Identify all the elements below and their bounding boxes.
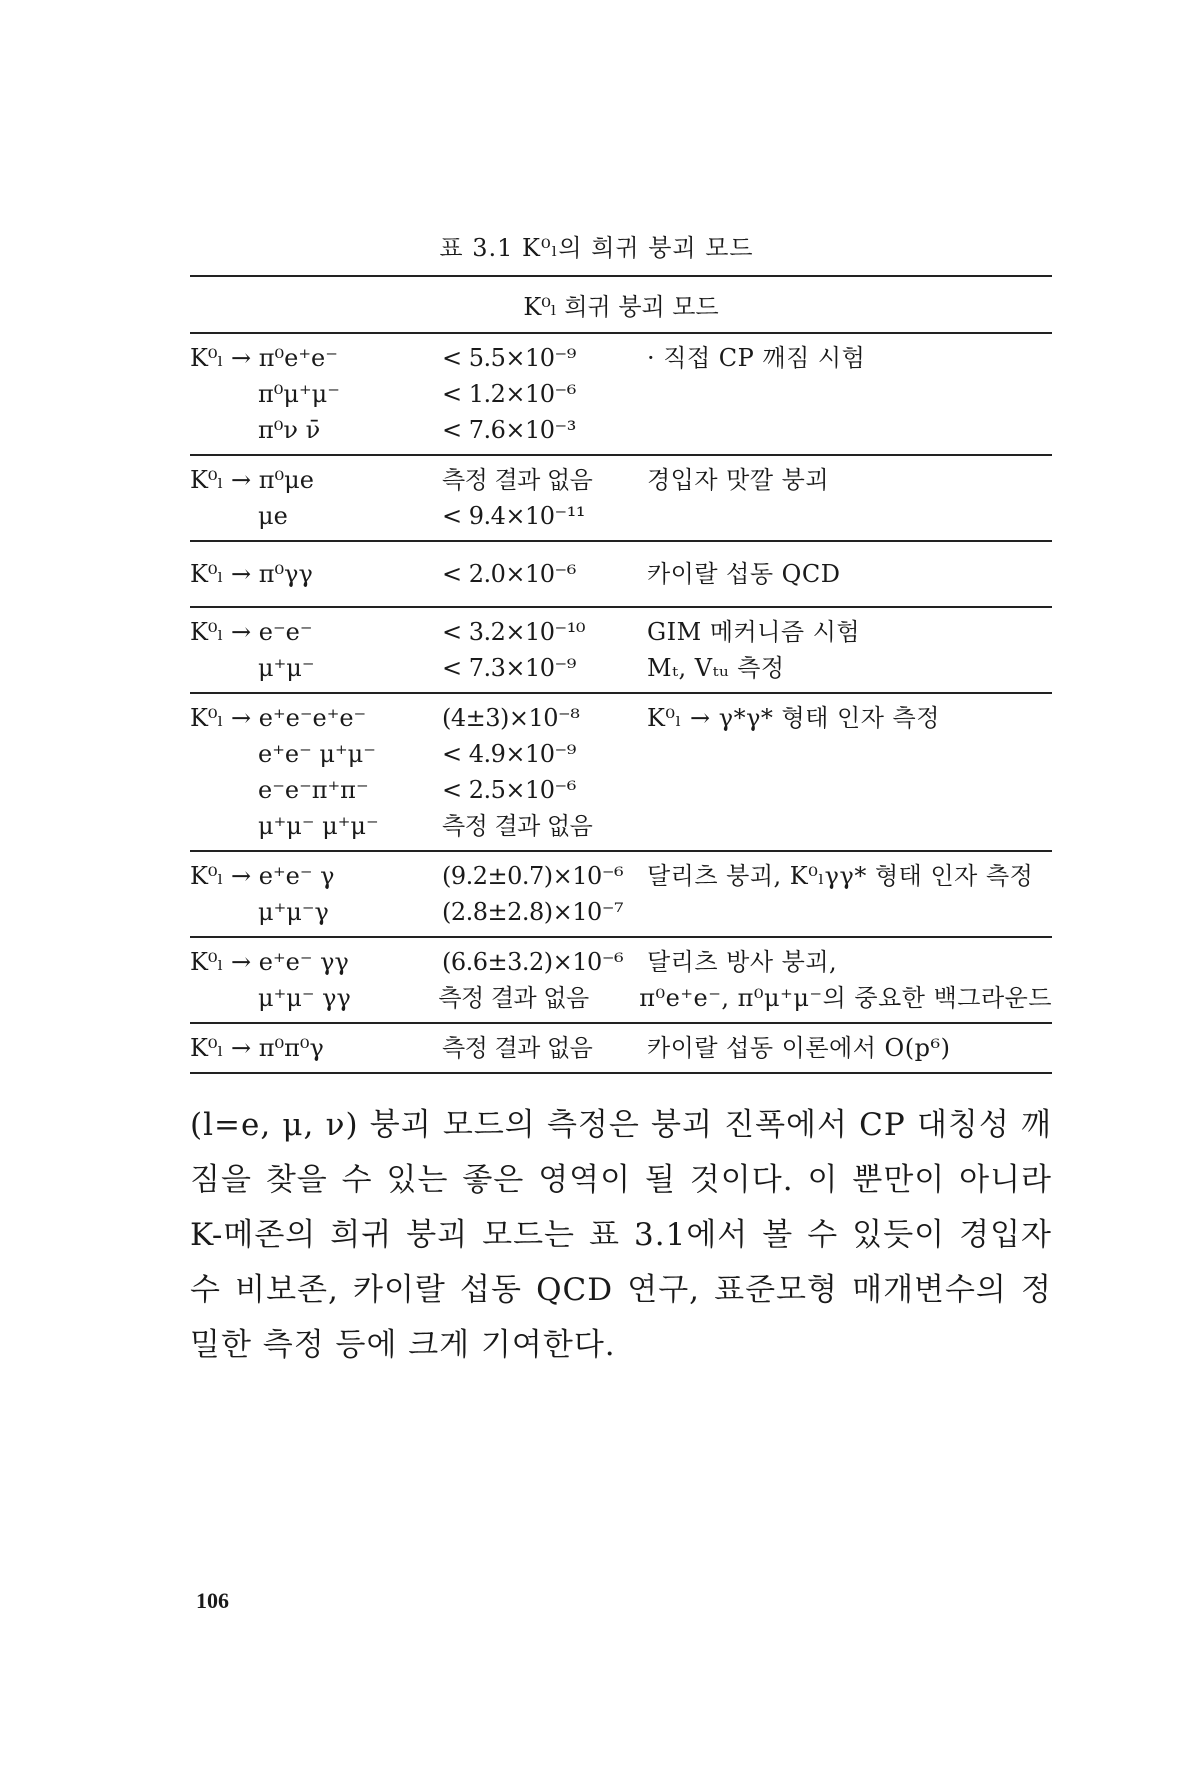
branching-ratio: (6.6±3.2)×10⁻⁶	[442, 948, 624, 976]
branching-ratio: (9.2±0.7)×10⁻⁶	[442, 862, 624, 890]
physics-note: · 직접 CP 깨짐 시험	[647, 344, 866, 372]
physics-note: 카이랄 섭동 이론에서 O(p⁶)	[647, 1034, 951, 1062]
table-group	[190, 334, 1052, 456]
branching-ratio: 측정 결과 없음	[442, 1034, 593, 1062]
decay-mode: π⁰ν ν̄	[258, 416, 321, 444]
branching-ratio: < 5.5×10⁻⁹	[442, 344, 576, 372]
branching-ratio: < 1.2×10⁻⁶	[442, 380, 576, 408]
decay-mode: e⁻e⁻π⁺π⁻	[258, 776, 369, 804]
decay-mode: K⁰ₗ → π⁰e⁺e⁻	[190, 344, 338, 372]
table-row	[190, 808, 1052, 844]
physics-note: 카이랄 섭동 QCD	[647, 560, 841, 588]
table-row	[190, 894, 1052, 930]
decay-mode: K⁰ₗ → π⁰π⁰γ	[190, 1034, 324, 1062]
branching-ratio: (4±3)×10⁻⁸	[442, 704, 580, 732]
table-group	[190, 542, 1052, 608]
decay-mode: μ⁺μ⁻ μ⁺μ⁻	[258, 812, 379, 840]
table-row	[190, 700, 1052, 736]
branching-ratio: < 3.2×10⁻¹⁰	[442, 618, 585, 646]
branching-ratio: 측정 결과 없음	[442, 466, 593, 494]
table-row	[190, 340, 1052, 376]
decay-mode: μ⁺μ⁻ γγ	[258, 984, 351, 1012]
branching-ratio: < 4.9×10⁻⁹	[442, 740, 576, 768]
table-group	[190, 852, 1052, 938]
table-group	[190, 1024, 1052, 1074]
branching-ratio: < 7.6×10⁻³	[442, 416, 576, 444]
table-row	[190, 614, 1052, 650]
table-row	[190, 944, 1052, 980]
table-row	[190, 556, 1052, 592]
table-caption: 표 3.1 K⁰ₗ의 희귀 붕괴 모드	[439, 234, 754, 262]
decay-mode: μe	[258, 502, 288, 530]
branching-ratio: < 9.4×10⁻¹¹	[442, 502, 585, 530]
table-header: K⁰ₗ 희귀 붕괴 모드	[190, 277, 1052, 334]
table-group	[190, 608, 1052, 694]
branching-ratio: 측정 결과 없음	[438, 984, 589, 1012]
physics-note: 달리츠 방사 붕괴,	[647, 948, 838, 976]
decay-mode: K⁰ₗ → e⁻e⁻	[190, 618, 313, 646]
decay-mode: π⁰μ⁺μ⁻	[258, 380, 340, 408]
table-row	[190, 412, 1052, 448]
decay-mode: K⁰ₗ → e⁺e⁻ γγ	[190, 948, 349, 976]
decay-mode: μ⁺μ⁻γ	[258, 898, 329, 926]
physics-note: GIM 메커니즘 시험	[647, 618, 861, 646]
table-row	[190, 736, 1052, 772]
table-row	[190, 462, 1052, 498]
table-row	[190, 858, 1052, 894]
decay-modes-table	[190, 275, 1052, 1074]
table-row	[190, 772, 1052, 808]
physics-note: 경입자 맛깔 붕괴	[647, 466, 830, 494]
table-group	[190, 694, 1052, 852]
table-row	[190, 650, 1052, 686]
page-number: 106	[196, 1588, 229, 1613]
table-row	[190, 1030, 1052, 1066]
branching-ratio: (2.8±2.8)×10⁻⁷	[442, 898, 624, 926]
decay-mode: K⁰ₗ → e⁺e⁻e⁺e⁻	[190, 704, 367, 732]
physics-note: 달리츠 붕괴, K⁰ₗγγ* 형태 인자 측정	[647, 862, 1034, 890]
decay-mode: μ⁺μ⁻	[258, 654, 315, 682]
branching-ratio: < 7.3×10⁻⁹	[442, 654, 576, 682]
body-paragraph: (l=e, μ, ν) 붕괴 모드의 측정은 붕괴 진폭에서 CP 대칭성 깨짐을 찾을 수 있는 좋은 영역이 될 것이다. 이 뿐만이 아니라 K-메존의 희귀 붕괴 모드는 표 3.1에서 볼 수 있듯이 경입자수 비보존, 카이랄 섭동 QCD 연구, 표준모형 매개변수의 정밀한 측정 등에 크게 기여한다.	[190, 1107, 1052, 1363]
physics-note: π⁰e⁺e⁻, π⁰μ⁺μ⁻의 중요한 백그라운드	[639, 984, 1052, 1012]
branching-ratio: < 2.5×10⁻⁶	[442, 776, 576, 804]
branching-ratio: < 2.0×10⁻⁶	[442, 560, 576, 588]
physics-note: Mₜ, Vₜᵤ 측정	[647, 654, 785, 682]
table-row	[190, 376, 1052, 412]
table-row	[190, 980, 1052, 1016]
branching-ratio: 측정 결과 없음	[442, 812, 593, 840]
table-group	[190, 938, 1052, 1024]
decay-mode: e⁺e⁻ μ⁺μ⁻	[258, 740, 376, 768]
decay-mode: K⁰ₗ → π⁰μe	[190, 466, 314, 494]
decay-mode: K⁰ₗ → e⁺e⁻ γ	[190, 862, 335, 890]
table-group	[190, 456, 1052, 542]
decay-mode: K⁰ₗ → π⁰γγ	[190, 560, 313, 588]
physics-note: K⁰ₗ → γ*γ* 형태 인자 측정	[647, 704, 940, 732]
table-row	[190, 498, 1052, 534]
